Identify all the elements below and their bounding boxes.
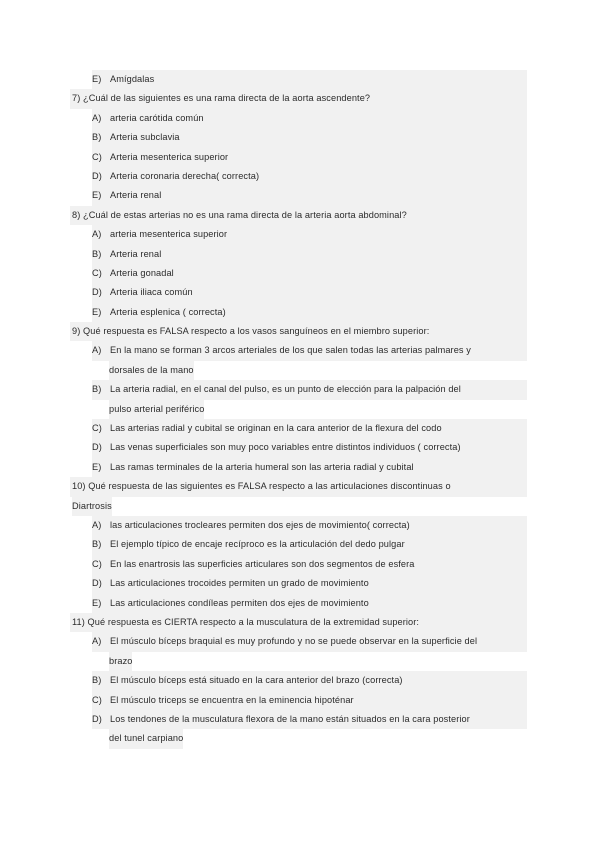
answer-option (92, 632, 527, 651)
option-text-fragment: del tunel carpiano (109, 729, 183, 748)
option-text: Arteria iliaca común (110, 287, 193, 298)
option-text: Arteria esplenica ( correcta) (110, 306, 226, 317)
option-letter: B) (92, 539, 102, 550)
option-text: Arteria renal (110, 248, 162, 259)
option-letter: B) (92, 248, 102, 259)
option-text: Arteria mesenterica superior (110, 151, 229, 162)
answer-option (92, 167, 527, 186)
document-page (0, 70, 600, 749)
answer-option (92, 555, 527, 574)
question-text: 7) ¿Cuál de las siguientes es una rama directa de la aorta ascendente? (70, 89, 527, 108)
question-text: 9) Qué respuesta es FALSA respecto a los vasos sanguíneos en el miembro superior: (70, 322, 527, 341)
answer-option (92, 128, 527, 147)
option-text: En las enartrosis las superficies articulares son dos segmentos de esfera (110, 558, 415, 569)
option-text: Las articulaciones trocoides permiten un grado de movimiento (110, 578, 369, 589)
option-text: El músculo triceps se encuentra en la eminencia hipoténar (110, 694, 354, 705)
option-letter: C) (92, 267, 102, 278)
option-letter: D) (92, 578, 102, 589)
question-text: 11) Qué respuesta es CIERTA respecto a la musculatura de la extremidad superior: (70, 613, 527, 632)
answer-option (92, 303, 527, 322)
option-text: Los tendones de la musculatura flexora de la mano están situados en la cara posterior (110, 713, 470, 724)
option-text: arteria carótida común (110, 112, 204, 123)
option-letter: C) (92, 558, 102, 569)
question-text-continuation (70, 497, 527, 516)
option-text: Las ramas terminales de la arteria humeral son las arteria radial y cubital (110, 461, 414, 472)
answer-option (92, 710, 527, 729)
option-letter: A) (92, 519, 102, 530)
answer-option (92, 109, 527, 128)
answer-option (92, 594, 527, 613)
option-letter: B) (92, 675, 102, 686)
option-letter: B) (92, 384, 102, 395)
option-letter: E) (92, 190, 102, 201)
option-text: Las articulaciones condíleas permiten dos ejes de movimiento (110, 597, 369, 608)
option-text-continuation (109, 400, 527, 419)
option-text-fragment: dorsales de la mano (109, 361, 194, 380)
answer-option (92, 341, 527, 360)
option-letter: A) (92, 112, 102, 123)
answer-option (92, 671, 527, 690)
answer-option (92, 186, 527, 205)
option-letter: C) (92, 423, 102, 434)
option-letter: C) (92, 694, 102, 705)
question-text: 10) Qué respuesta de las siguientes es FALSA respecto a las articulaciones discontinuas o (70, 477, 527, 496)
option-text: En la mano se forman 3 arcos arteriales de los que salen todas las arterias palmares y (110, 345, 471, 356)
option-text: La arteria radial, en el canal del pulso, es un punto de elección para la palpación del (110, 384, 461, 395)
option-text-continuation (109, 361, 527, 380)
option-letter: E) (92, 306, 102, 317)
question-text: 8) ¿Cuál de estas arterias no es una rama directa de la arteria aorta abdominal? (70, 206, 527, 225)
option-text-fragment: pulso arterial periférico (109, 400, 204, 419)
answer-option (92, 264, 527, 283)
option-letter: D) (92, 287, 102, 298)
option-text: las articulaciones trocleares permiten dos ejes de movimiento( correcta) (110, 519, 410, 530)
option-text: Las arterias radial y cubital se originan en la cara anterior de la flexura del codo (110, 423, 442, 434)
option-letter: A) (92, 229, 102, 240)
option-text: El ejemplo típico de encaje recíproco es la articulación del dedo pulgar (110, 539, 405, 550)
answer-option (92, 225, 527, 244)
option-letter: E) (92, 597, 102, 608)
option-text: Amígdalas (110, 74, 155, 84)
option-letter: D) (92, 442, 102, 453)
answer-option (92, 245, 527, 264)
option-letter: E) (92, 74, 102, 84)
answer-option (92, 283, 527, 302)
answer-option (92, 574, 527, 593)
answer-option (92, 148, 527, 167)
option-text: Las venas superficiales son muy poco variables entre distintos individuos ( correcta) (110, 442, 461, 453)
option-letter: D) (92, 713, 102, 724)
option-text-continuation (109, 729, 527, 748)
option-letter: D) (92, 170, 102, 181)
option-text-fragment: brazo (109, 652, 132, 671)
option-letter: A) (92, 636, 102, 647)
answer-option (92, 535, 527, 554)
option-text: Arteria coronaria derecha( correcta) (110, 170, 260, 181)
answer-option (92, 691, 527, 710)
option-letter: B) (92, 132, 102, 143)
option-text-continuation (109, 652, 527, 671)
option-text: arteria mesenterica superior (110, 229, 228, 240)
option-letter: E) (92, 461, 102, 472)
answer-option (92, 516, 527, 535)
option-text: Arteria gonadal (110, 267, 174, 278)
option-text: Arteria renal (110, 190, 162, 201)
answer-option (92, 458, 527, 477)
option-text: El músculo bíceps está situado en la cara anterior del brazo (correcta) (110, 675, 403, 686)
question-text-fragment: Diartrosis (72, 497, 112, 516)
option-text: Arteria subclavia (110, 132, 180, 143)
answer-option (92, 70, 527, 89)
option-text: El músculo bíceps braquial es muy profundo y no se puede observar en la superficie del (110, 636, 478, 647)
option-letter: C) (92, 151, 102, 162)
answer-option (92, 380, 527, 399)
option-letter: A) (92, 345, 102, 356)
answer-option (92, 438, 527, 457)
answer-option (92, 419, 527, 438)
